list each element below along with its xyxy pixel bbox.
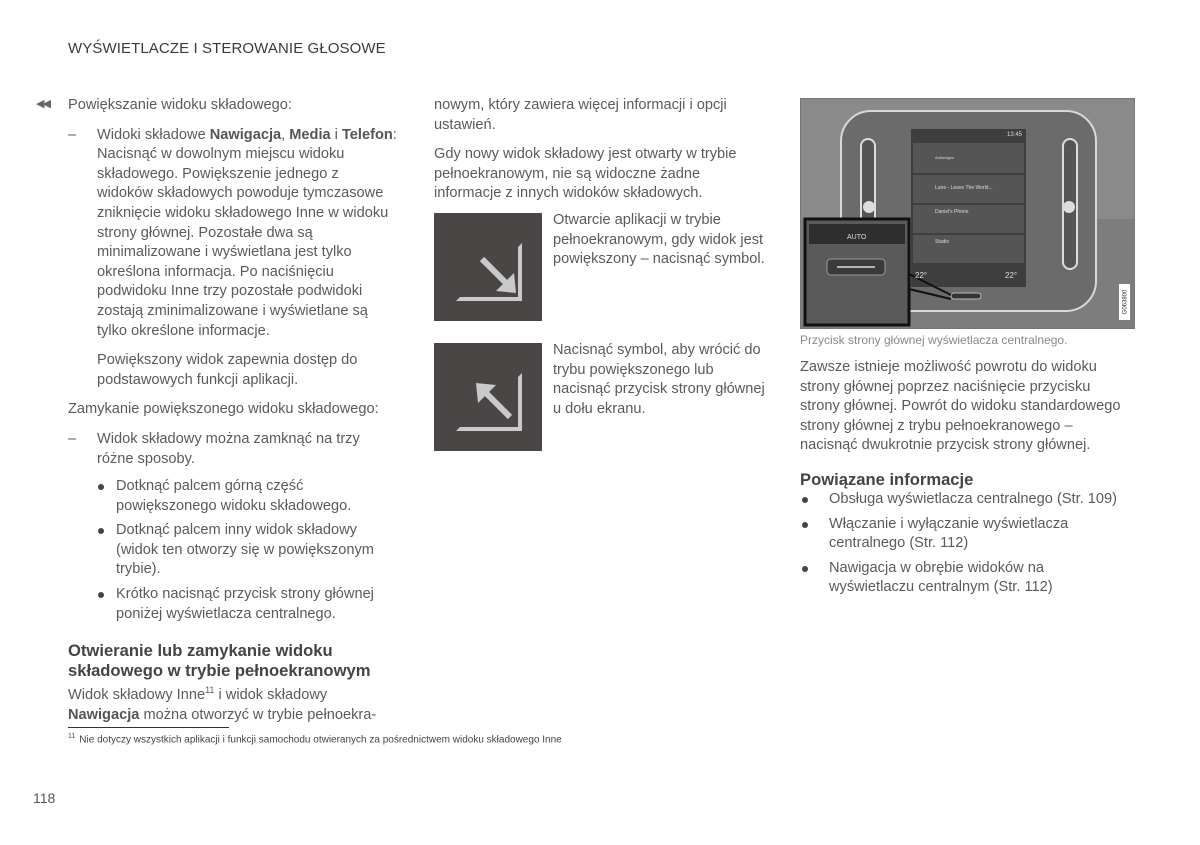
- dash-marker: –: [68, 126, 77, 143]
- continued-paragraph: nowym, który zawiera więcej informacji i opcji ustawień.: [434, 97, 727, 133]
- arrow-down-right-icon: [434, 213, 542, 321]
- related-info-heading: Powiązane informacje: [800, 469, 974, 489]
- center-display-photo: [800, 98, 1135, 329]
- temp-left: 22°: [915, 271, 928, 280]
- text: i widok składowy: [214, 687, 328, 704]
- tile-phone: Daniel's Phone: [935, 209, 969, 215]
- list-item: [68, 430, 398, 469]
- term-nawigacja: Nawigacja: [209, 126, 282, 143]
- list-item: [68, 126, 398, 342]
- list-item: [97, 477, 398, 516]
- footnote-number: 11: [68, 733, 76, 740]
- text: Dotknąć palcem górną część powiększonego widoku składowego.: [116, 478, 352, 514]
- bullet-icon: [98, 484, 104, 490]
- arrow-up-left-icon: [434, 343, 542, 451]
- text: Krótko nacisnąć przycisk strony głównej poniżej wyświetlacza centralnego.: [116, 586, 374, 622]
- tile-studio: Studio: [935, 239, 950, 245]
- expand-fullscreen-symbol: [434, 213, 542, 321]
- column-2: [434, 96, 766, 214]
- fullscreen-paragraph: [68, 681, 398, 725]
- figure-caption: Przycisk strony głównej wyświetlacza centralnego.: [800, 333, 1068, 347]
- zoom-intro: Powiększanie widoku składowego:: [68, 97, 292, 113]
- screen-clock: 13:45: [1007, 132, 1023, 138]
- text: : Nacisnąć w dowolnym miejscu widoku składowego. Powiększenie jednego z widoków składowych powoduje tymczasowe zniknięcie widoku składowego Inne w widoku strony głównej. Pozostałe dwa są minimalizowane i wyświetlana jest tylko określona informacja. Po naciśnięciu podwidoku Inne trzy pozostałe podwidoki zostają zminimalizowane i wyświetlane są tylko określone informacje.: [97, 126, 397, 339]
- image-code: G063800: [1122, 289, 1129, 315]
- text: Otwarcie aplikacji w trybie pełnoekranowym, gdy widok jest powiększony – nacisnąć symbol.: [553, 212, 765, 268]
- text: ,: [281, 126, 290, 143]
- home-return-paragraph: Zawsze istnieje możliwość powrotu do widoku strony głównej poprzez naciśnięcie przycisku strony głównej. Powrót do widoku standardowego strony głównej z trybu pełnoekranowego – nacisnąć dwukrotnie przycisk strony głównej.: [800, 359, 1121, 454]
- auto-label: AUTO: [847, 234, 867, 241]
- term-telefon: Telefon: [341, 126, 393, 143]
- text: i: [330, 126, 342, 143]
- text: Obsługa wyświetlacza centralnego (Str. 109): [829, 490, 1117, 507]
- return-zoom-symbol: [434, 343, 542, 451]
- related-link[interactable]: [800, 515, 1133, 554]
- tile-media: Lune - Leave The World...: [935, 185, 993, 191]
- footnote-text: Nie dotyczy wszystkich aplikacji i funkcji samochodu otwieranych za pośrednictwem widoku składowego Inne: [79, 734, 562, 746]
- text: można otworzyć w trybie pełnoekra-: [139, 706, 377, 723]
- text: Widok składowy można zamknąć na trzy różne sposoby.: [97, 430, 360, 467]
- fullscreen-info-paragraph: Gdy nowy widok składowy jest otwarty w trybie pełnoekranowym, nie są widoczne żadne informacje z innych widoków składowych.: [434, 146, 737, 202]
- section-title: WYŚWIETLACZE I STEROWANIE GŁOSOWE: [68, 40, 386, 57]
- footnote: [68, 733, 562, 745]
- zoom-followup: Powiększony widok zapewnia dostęp do podstawowych funkcji aplikacji.: [97, 352, 358, 388]
- footnote-ref[interactable]: 11: [205, 685, 215, 696]
- text: Włączanie i wyłączanie wyświetlacza centralnego (Str. 112): [829, 515, 1069, 552]
- text: Widoki składowe: [97, 126, 210, 143]
- footnote-divider: [68, 727, 229, 728]
- column-1: [68, 96, 398, 725]
- bullet-icon: [98, 528, 104, 534]
- list-item: [97, 585, 398, 624]
- text: Widok składowy Inne: [68, 687, 206, 704]
- expand-symbol-description: [553, 211, 768, 270]
- temp-right: 22°: [1005, 271, 1018, 280]
- text: Nawigacja w obrębie widoków na wyświetlaczu centralnym (Str. 112): [829, 559, 1053, 596]
- text: Dotknąć palcem inny widok składowy (widok ten otworzy się w powiększonym trybie).: [116, 522, 374, 578]
- tile-navigation: Anbindgen: [935, 155, 955, 160]
- closing-methods-list: [68, 477, 398, 624]
- term-nawigacja: Nawigacja: [68, 706, 140, 723]
- related-link[interactable]: [800, 490, 1133, 510]
- continued-icon: ◀◀: [36, 98, 49, 110]
- dash-marker: –: [68, 430, 77, 447]
- subheading-fullscreen: Otwieranie lub zamykanie widoku składowego w trybie pełnoekranowym: [68, 641, 371, 681]
- related-link[interactable]: [800, 559, 1133, 598]
- column-3: [800, 358, 1133, 603]
- bullet-icon: [98, 592, 104, 598]
- closing-intro: Zamykanie powiększonego widoku składowego:: [68, 401, 379, 418]
- term-media: Media: [289, 126, 331, 143]
- list-item: [97, 521, 398, 580]
- bullet-icon: [802, 497, 808, 503]
- page-number: 118: [33, 790, 56, 806]
- bullet-icon: [802, 566, 808, 572]
- bullet-icon: [802, 522, 808, 528]
- text: Nacisnąć symbol, aby wrócić do trybu powiększonego lub nacisnąć przycisk strony głównej u dołu ekranu.: [553, 342, 765, 417]
- return-symbol-description: [553, 341, 768, 419]
- related-info-list: [800, 490, 1133, 598]
